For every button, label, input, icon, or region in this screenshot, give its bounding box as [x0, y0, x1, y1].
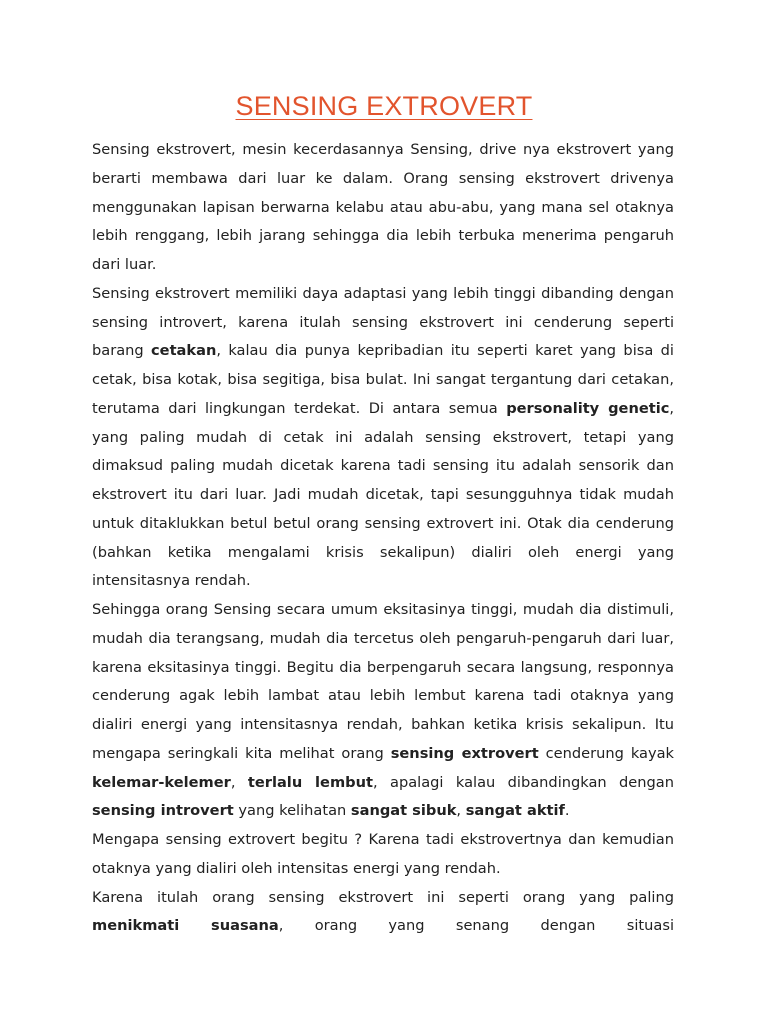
bold-text: kelemar-kelemer	[92, 773, 231, 791]
bold-text: personality genetic	[506, 399, 670, 417]
text-run: , apalagi kalau dibandingkan dengan	[372, 773, 674, 791]
text-run: .	[564, 802, 570, 820]
paragraph	[92, 596, 674, 826]
bold-text: menikmati suasana	[92, 917, 279, 935]
text-run: ,	[230, 773, 248, 791]
text-run: cenderung kayak	[538, 744, 674, 762]
paragraph	[92, 826, 674, 884]
paragraph	[92, 136, 674, 280]
bold-text: sensing extrovert	[390, 744, 539, 762]
text-run: ,	[456, 802, 466, 820]
text-run: yang kelihatan	[233, 802, 351, 820]
bold-text: cetakan	[151, 342, 217, 360]
bold-text: sangat sibuk	[350, 802, 457, 820]
text-run: , kalau dia punya kepribadian itu seperti karet yang bisa di cetak, bisa kotak, bisa segitiga, bisa bulat. Ini sangat tergantung dari cetakan, terutama dari lingkungan terdekat. Di antara semua	[92, 342, 674, 417]
text-run: Sehingga orang Sensing secara umum eksitasinya tinggi, mudah dia distimuli, mudah dia terangsang, mudah dia tercetus oleh pengaruh-pengaruh dari luar, karena eksitasinya tinggi. Begitu dia berpengaruh secara langsung, responnya cenderung agak lebih lambat atau lebih lembut karena tadi otaknya yang dialiri energi yang intensitasnya rendah, bahkan ketika krisis sekalipun. Itu mengapa seringkali kita melihat orang	[92, 601, 674, 762]
text-run: , yang paling mudah di cetak ini adalah sensing ekstrovert, tetapi yang dimaksud paling mudah dicetak karena tadi sensing itu adalah sensorik dan ekstrovert itu dari luar. Jadi mudah dicetak, tapi sesungguhnya tidak mudah untuk ditaklukkan betul betul orang sensing extrovert ini. Otak dia cenderung (bahkan ketika mengalami krisis sekalipun) dialiri oleh energi yang intensitasnya rendah.	[92, 399, 675, 590]
text-run: Sensing ekstrovert, mesin kecerdasannya Sensing, drive nya ekstrovert yang berarti membawa dari luar ke dalam. Orang sensing ekstrovert drivenya menggunakan lapisan berwarna kelabu atau abu-abu, yang mana sel otaknya lebih renggang, lebih jarang sehingga dia lebih terbuka menerima pengaruh dari luar.	[92, 141, 674, 273]
text-run: Karena itulah orang sensing ekstrovert ini seperti orang yang paling	[92, 888, 674, 906]
text-run: Mengapa sensing extrovert begitu ? Karena tadi ekstrovertnya dan kemudian otaknya yang dialiri oleh intensitas energi yang rendah.	[92, 831, 674, 877]
document-body	[92, 136, 674, 941]
document-title: SENSING EXTROVERT	[235, 91, 533, 121]
paragraph	[92, 884, 674, 942]
bold-text: terlalu lembut	[247, 773, 373, 791]
text-run: Sensing ekstrovert memiliki daya adaptasi yang lebih tinggi dibanding dengan sensing introvert, karena itulah sensing ekstrovert ini cenderung seperti barang	[92, 284, 674, 360]
bold-text: sensing introvert	[92, 802, 234, 820]
paragraph	[92, 280, 674, 596]
bold-text: sangat aktif	[465, 802, 565, 820]
text-run: , orang yang senang dengan situasi	[278, 917, 674, 935]
